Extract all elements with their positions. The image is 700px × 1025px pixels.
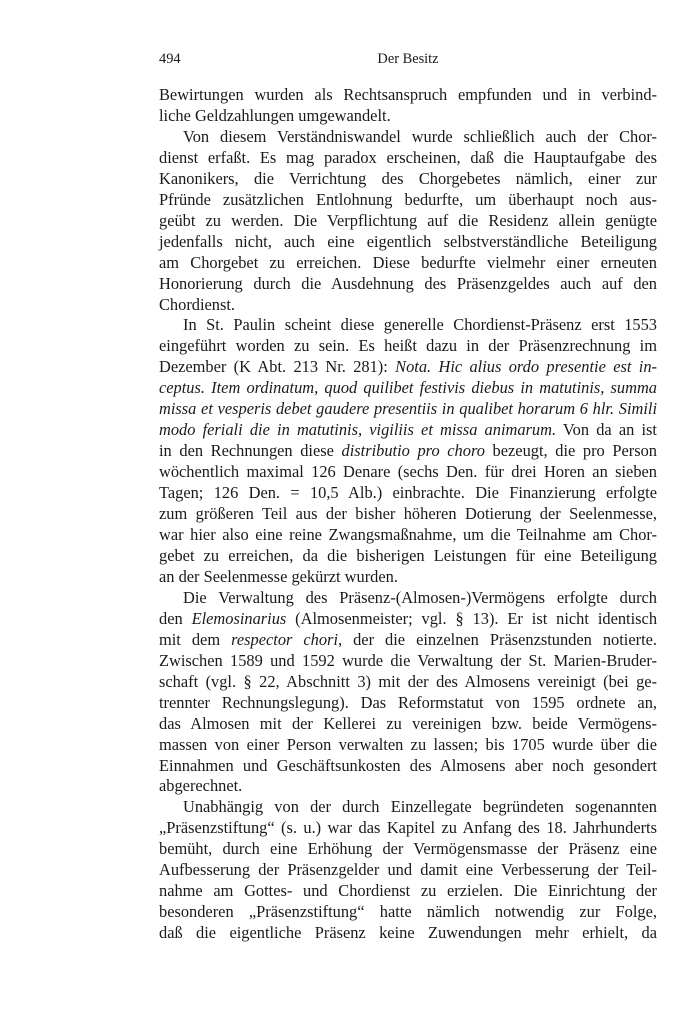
text-run: (Almosenmeister; vgl. § 13). Er ist nicht identisch: [286, 608, 658, 628]
paragraph: [159, 127, 657, 316]
latin-quote: ceptus. Item ordinatum, quod quilibet festivis diebus in matutinis, summa: [159, 378, 657, 398]
text-line: [159, 420, 657, 441]
text-line: daß die eigentliche Präsenz keine Zuwendungen mehr erhielt, da: [159, 923, 657, 943]
text-line: an der Seelenmesse gekürzt wurden.: [159, 566, 398, 586]
text-line: [159, 630, 657, 651]
latin-term: respector chori: [231, 629, 338, 649]
text-line: abgerechnet.: [159, 776, 243, 796]
text-line: am Chorgebet zu erreichen. Diese bedurfte vielmehr einer erneuten: [159, 252, 657, 272]
text-run: Dezember (K Abt. 213 Nr. 281):: [159, 357, 396, 377]
text-line: eingeführt worden zu sein. Es heißt dazu in der Präsenzrechnung im: [159, 336, 657, 356]
text-run: in den Rechnungen diese: [159, 441, 342, 461]
paragraph: [159, 315, 657, 587]
text-line: dienst erfaßt. Es mag paradox erscheinen, daß die Hauptaufgabe des: [159, 147, 657, 167]
text-run: mit dem: [159, 629, 232, 649]
text-line: massen von einer Person verwalten zu lassen; bis 1705 wurde über die: [159, 734, 657, 754]
text-line: [159, 357, 657, 378]
text-line: schaft (vgl. § 22, Abschnitt 3) mit der des Almosens vereinigt (bei ge-: [159, 671, 657, 691]
latin-term: distributio pro choro: [341, 441, 485, 461]
text-line: das Almosen mit der Kellerei zu vereinigen bzw. beide Vermögens-: [159, 713, 657, 733]
text-line: bemüht, durch eine Erhöhung der Vermögensmasse der Präsenz eine: [159, 839, 657, 859]
text-line: Von diesem Verständniswandel wurde schließlich auch der Chor-: [183, 126, 657, 146]
text-line: war hier also eine reine Zwangsmaßnahme, um die Teilnahme am Chor-: [159, 525, 657, 545]
text-line: zum größeren Teil aus der bisher höheren Dotierung der Seelenmesse,: [159, 504, 657, 524]
text-line: „Präsenzstiftung“ (s. u.) war das Kapitel zu Anfang des 18. Jahrhunderts: [159, 818, 657, 838]
latin-quote: Nota. Hic alius ordo presentie est in-: [395, 357, 657, 377]
text-line: Unabhängig von der durch Einzellegate begründeten sogenannten: [183, 797, 657, 817]
latin-quote: missa et vesperis debet gaudere presentiis in qualibet horarum 6 hlr. Simili: [159, 399, 657, 419]
text-run: , der die einzelnen Präsenzstunden notierte.: [338, 629, 657, 649]
running-title: Der Besitz: [377, 51, 439, 67]
text-line: [159, 378, 657, 399]
text-line: trennter Rechnungslegung). Das Reformstatut von 1595 ordnete an,: [159, 692, 657, 712]
paragraph: [159, 85, 657, 127]
text-line: Zwischen 1589 und 1592 wurde die Verwaltung der St. Marien-Bruder-: [159, 650, 657, 670]
text-line: gebet zu erreichen, da die bisherigen Leistungen für eine Beteiligung: [159, 545, 657, 565]
text-line: liche Geldzahlungen umgewandelt.: [159, 105, 391, 125]
paragraph: [159, 588, 657, 798]
text-line: besonderen „Präsenzstiftung“ hatte nämlich notwendig zur Folge,: [159, 902, 657, 922]
text-line: Pfründe zusätzlichen Entlohnung bedurfte, um überhaupt noch aus-: [159, 189, 657, 209]
text-run: bezeugt, die pro Person: [484, 441, 657, 461]
text-line: Einnahmen und Geschäftsunkosten des Almosens aber noch gesondert: [159, 755, 657, 775]
text-line: Bewirtungen wurden als Rechtsanspruch empfunden und in verbind-: [159, 85, 657, 104]
text-line: Aufbesserung der Präsenzgelder und damit eine Verbesserung der Teil-: [159, 860, 657, 880]
text-line: [159, 441, 657, 462]
text-line: Chordienst.: [159, 294, 236, 314]
text-line: Die Verwaltung des Präsenz-(Almosen-)Vermögens erfolgte durch: [183, 587, 657, 607]
latin-term: Elemosinarius: [191, 608, 287, 628]
page-header: [159, 51, 657, 73]
text-run: den: [159, 608, 192, 628]
text-run: Von da an ist: [556, 420, 657, 440]
latin-quote: modo feriali die in matutinis, vigiliis et missa animarum.: [159, 420, 557, 440]
text-line: Kanonikers, die Verrichtung des Chorgebetes nämlich, einer zur: [159, 168, 657, 188]
text-line: wöchentlich maximal 126 Denare (sechs Den. für drei Horen an sieben: [159, 462, 657, 482]
text-line: geübt zu werden. Die Verpflichtung auf die Residenz allein genügte: [159, 210, 657, 230]
text-line: Tagen; 126 Den. = 10,5 Alb.) einbrachte. Die Finanzierung erfolgte: [159, 483, 657, 503]
text-line: jedenfalls nicht, auch eine eigentlich selbstverständliche Beteiligung: [159, 231, 657, 251]
body-text: [159, 85, 657, 944]
text-line: nahme am Gottes- und Chordienst zu erzielen. Die Einrichtung der: [159, 881, 657, 901]
text-line: In St. Paulin scheint diese generelle Chordienst-Präsenz erst 1553: [183, 315, 657, 335]
text-line: Honorierung durch die Ausdehnung des Präsenzgeldes auch auf den: [159, 273, 657, 293]
text-line: [159, 609, 657, 630]
text-line: [159, 399, 657, 420]
page-number: 494: [159, 51, 181, 67]
paragraph: [159, 797, 657, 944]
